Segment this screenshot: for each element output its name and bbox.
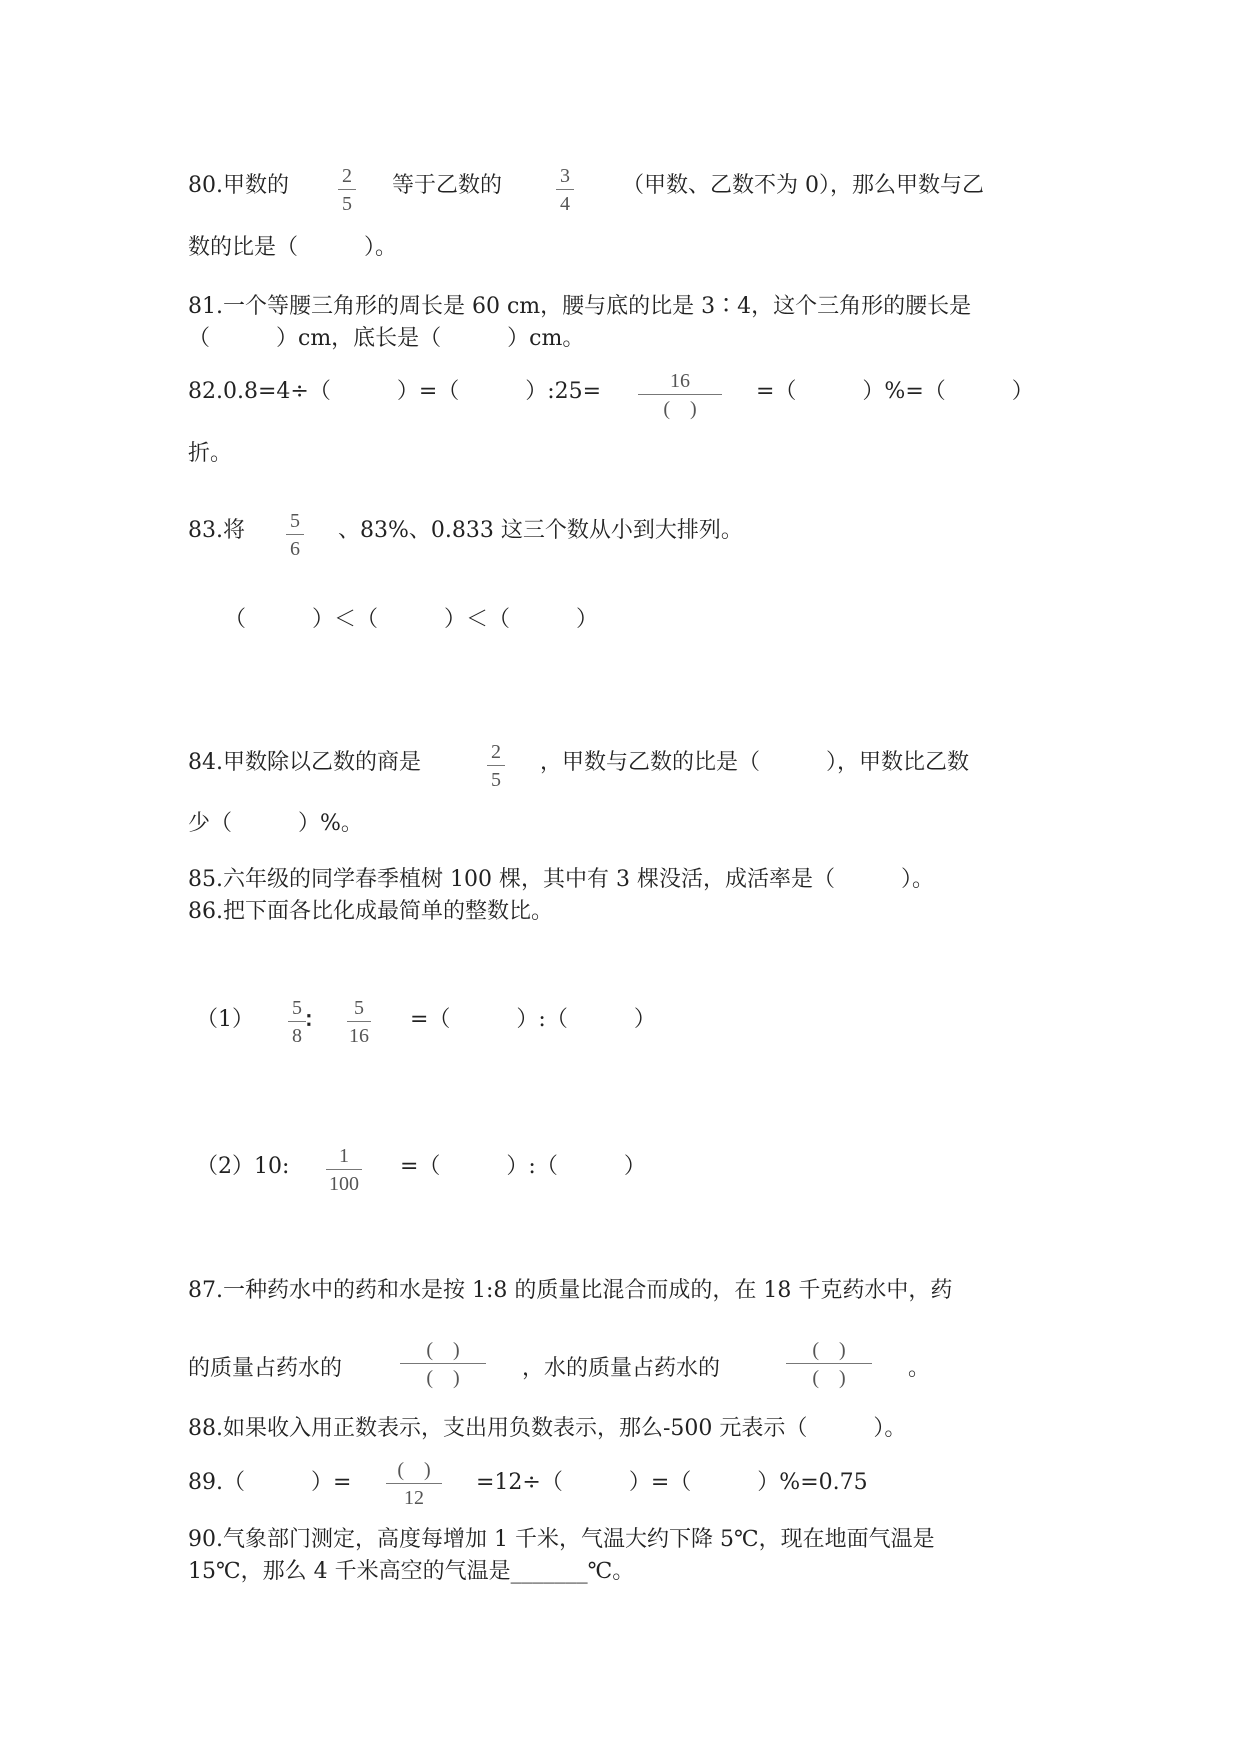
q87-text-b: ，水的质量占药水的 bbox=[522, 1356, 721, 1381]
denominator: 100 bbox=[329, 1173, 359, 1195]
denominator: 8 bbox=[292, 1025, 302, 1047]
numerator: 3 bbox=[560, 165, 570, 187]
denominator: ( ) bbox=[426, 1367, 460, 1389]
q84-line-2: 少（ ）%。 bbox=[188, 811, 363, 836]
numerator: ( ) bbox=[426, 1339, 460, 1361]
q82-text-a: 82.0.8=4÷（ ）=（ ）:25= bbox=[188, 379, 602, 404]
q89-text-a: 89.（ ）= bbox=[188, 1470, 352, 1495]
q90-line-1: 90.气象部门测定，高度每增加 1 千米，气温大约下降 5℃，现在地面气温是 bbox=[188, 1527, 935, 1552]
q87-fraction-1 bbox=[400, 1340, 486, 1388]
q80-fraction-2 bbox=[540, 166, 590, 214]
q80-text-a: 80.甲数的 bbox=[188, 173, 289, 198]
numerator: 5 bbox=[354, 997, 364, 1019]
q86-text: 86.把下面各比化成最简单的整数比。 bbox=[188, 899, 553, 924]
numerator: 2 bbox=[491, 741, 501, 763]
numerator: 16 bbox=[670, 370, 690, 392]
denominator: ( ) bbox=[663, 398, 697, 420]
q89-text-b: =12÷（ ）=（ ）%=0.75 bbox=[476, 1470, 868, 1495]
numerator: ( ) bbox=[397, 1459, 431, 1481]
numerator: 2 bbox=[342, 165, 352, 187]
q80-line-2: 数的比是（ ）。 bbox=[188, 235, 398, 260]
denominator: 12 bbox=[404, 1487, 424, 1509]
q83-fraction bbox=[270, 511, 320, 559]
q87-text-a: 的质量占药水的 bbox=[188, 1356, 343, 1381]
numerator: 5 bbox=[290, 510, 300, 532]
q82-fraction bbox=[638, 371, 722, 419]
denominator: ( ) bbox=[812, 1367, 846, 1389]
q81-line-1: 81.一个等腰三角形的周长是 60 cm，腰与底的比是 3∶4，这个三角形的腰长是 bbox=[188, 294, 972, 319]
q83-text-b: 、83%、0.833 这三个数从小到大排列。 bbox=[338, 518, 743, 543]
q82-text-b: =（ ）%=（ ） bbox=[756, 379, 1034, 404]
denominator: 16 bbox=[349, 1025, 369, 1047]
q90-line-2: 15℃，那么 4 千米高空的气温是_______℃。 bbox=[188, 1559, 635, 1584]
q86-part-1-colon: ∶ bbox=[306, 1008, 312, 1034]
q86-part-1-rest: =（ ）:（ ） bbox=[410, 1007, 656, 1032]
q87-line-1: 87.一种药水中的药和水是按 1:8 的质量比混合而成的，在 18 千克药水中，药 bbox=[188, 1278, 953, 1303]
q86-part-2-fraction bbox=[319, 1146, 369, 1194]
numerator: 5 bbox=[292, 997, 302, 1019]
denominator: 5 bbox=[342, 193, 352, 215]
q85-text: 85.六年级的同学春季植树 100 棵，其中有 3 棵没活，成活率是（ ）。 bbox=[188, 867, 934, 892]
q83-text-a: 83.将 bbox=[188, 518, 245, 543]
q86-part-1-fraction-1 bbox=[272, 998, 322, 1046]
q86-part-2-rest: =（ ）:（ ） bbox=[400, 1154, 646, 1179]
q86-part-1-label: （1） bbox=[196, 1007, 254, 1032]
q84-fraction bbox=[471, 742, 521, 790]
q83-line-2: （ ）＜（ ）＜（ ） bbox=[224, 607, 599, 632]
denominator: 4 bbox=[560, 193, 570, 215]
q86-part-2-label: （2）10: bbox=[196, 1154, 290, 1179]
q82-line-2: 折。 bbox=[188, 441, 233, 466]
q80-text-c: （甲数、乙数不为 0），那么甲数与乙 bbox=[622, 173, 984, 198]
q84-text-a: 84.甲数除以乙数的商是 bbox=[188, 750, 421, 775]
q88-text: 88.如果收入用正数表示，支出用负数表示，那么-500 元表示（ ）。 bbox=[188, 1416, 907, 1441]
q87-fraction-2 bbox=[786, 1340, 872, 1388]
q84-text-b: ，甲数与乙数的比是（ ），甲数比乙数 bbox=[540, 750, 970, 775]
q89-fraction bbox=[386, 1460, 442, 1508]
numerator: 1 bbox=[339, 1145, 349, 1167]
numerator: ( ) bbox=[812, 1339, 846, 1361]
q81-line-2: （ ）cm，底长是（ ）cm。 bbox=[188, 326, 585, 351]
denominator: 6 bbox=[290, 538, 300, 560]
q87-text-c: 。 bbox=[908, 1356, 931, 1381]
q86-part-1-fraction-2 bbox=[334, 998, 384, 1046]
q80-fraction-1 bbox=[322, 166, 372, 214]
denominator: 5 bbox=[491, 769, 501, 791]
q80-text-b: 等于乙数的 bbox=[392, 173, 503, 198]
